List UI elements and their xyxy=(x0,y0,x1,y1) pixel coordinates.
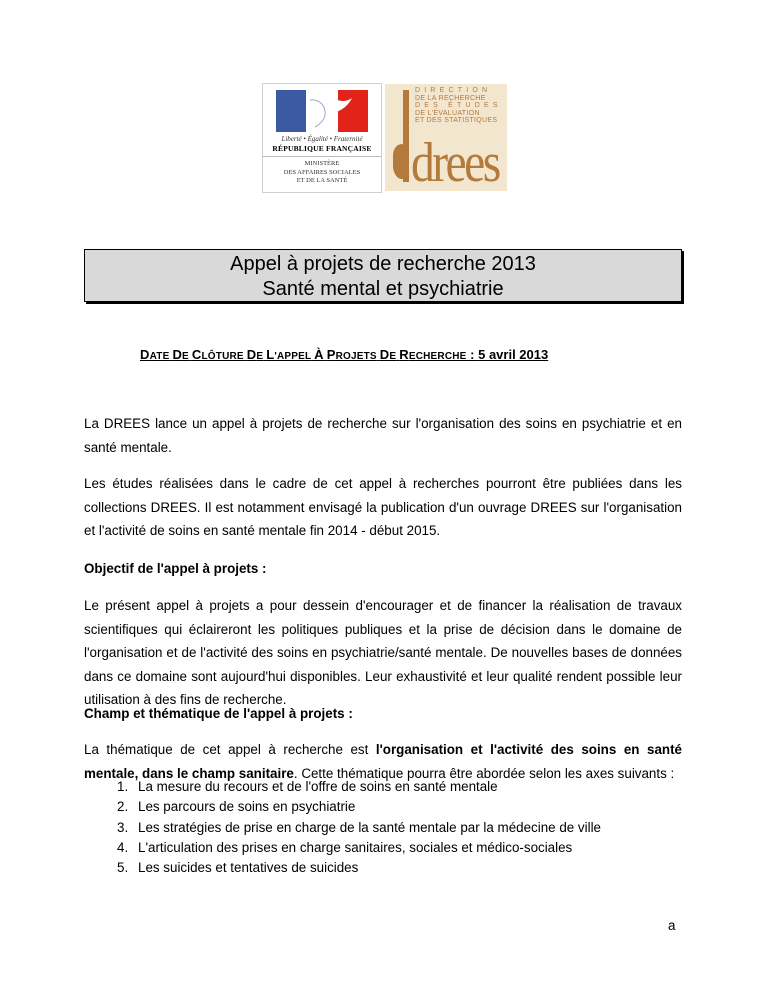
closing-date-value: 5 avril 2013 xyxy=(478,347,549,362)
closing-date-label: DATE DE CLÔTURE DE L'APPEL À PROJETS DE RECHERCHE xyxy=(140,347,467,362)
title-box xyxy=(84,249,682,302)
drees-wordmark: drees xyxy=(411,132,499,194)
drees-logo xyxy=(385,84,507,194)
list-item-number: 4. xyxy=(117,839,129,855)
list-item-number: 1. xyxy=(117,779,129,794)
list-item-number: 5. xyxy=(117,860,129,876)
title-line-2: Santé mental et psychiatrie xyxy=(262,278,504,300)
drees-header xyxy=(415,87,505,125)
marianne-flag-icon xyxy=(276,90,368,132)
scope-text-bold: l'organisation et l'activité des soins en santé mentale, dans le champ sanitaire xyxy=(84,742,682,781)
objective-heading: Objectif de l'appel à projets : xyxy=(84,561,267,576)
list-item-text: Les stratégies de prise en charge de la santé mentale par la médecine de ville xyxy=(138,819,601,835)
drees-stroke-icon xyxy=(389,86,413,186)
drees-header-line: DE L'ÉVALUATION xyxy=(415,109,480,117)
list-item-text: La mesure du recours et de l'offre de soins en santé mentale xyxy=(138,779,498,794)
title-line-1: Appel à projets de recherche 2013 xyxy=(230,253,536,275)
closing-date-line xyxy=(140,347,548,362)
list-item xyxy=(117,818,677,838)
ministere-logo xyxy=(262,83,382,193)
objective-paragraph: Le présent appel à projets a pour dessein d'encourager et de financer la réalisation de travaux scientifiques qui éclaireront les politiques publiques et la prise de décision dans le domaine de l'organisation et de l'activité des soins en psychiatrie/santé mentale. De nouvelles bases de données dans ce domaine sont aujourd'hui disponibles. Leur exhaustivité et leur qualité rendent possible leur utilisation à des fins de recherche. xyxy=(84,598,682,707)
list-item xyxy=(117,777,677,797)
closing-separator: : xyxy=(466,347,479,362)
axes-list xyxy=(117,777,677,878)
intro-paragraph: La DREES lance un appel à projets de recherche sur l'organisation des soins en psychiatrie et en santé mentale. xyxy=(84,416,682,455)
drees-header-line: ET DES STATISTIQUES xyxy=(415,117,498,125)
list-item-number: 2. xyxy=(117,799,129,815)
drees-header-line: DE LA RECHERCHE xyxy=(415,94,486,102)
logo-ministry-name: MINISTÈRE DES AFFAIRES SOCIALES ET DE LA SANTÉ xyxy=(283,160,361,184)
publication-paragraph: Les études réalisées dans le cadre de cet appel à recherches pourront être publiées dans les collections DREES. Il est notamment envisagé la publication d'un ouvrage DREES sur l'organisation et l'activité de soins en santé mentale fin 2014 - début 2015. xyxy=(84,476,682,538)
list-item-text: L'articulation des prises en charge sanitaires, sociales et médico-sociales xyxy=(138,839,573,855)
list-item xyxy=(117,838,677,858)
scope-text-end: . Cette thématique pourra être abordée selon les axes suivants : xyxy=(293,765,675,781)
drees-header-line: DES ÉTUDES xyxy=(415,102,502,110)
drees-header-line: DIRECTION xyxy=(415,87,492,94)
scope-text-start: La thématique de cet appel à recherche est xyxy=(84,742,376,757)
logo-motto: Liberté • Égalité • Fraternité xyxy=(281,135,363,143)
list-item xyxy=(117,858,677,878)
logo-divider xyxy=(263,156,381,157)
logo-republique: RÉPUBLIQUE FRANÇAISE xyxy=(272,144,372,153)
list-item-number: 3. xyxy=(117,819,129,835)
list-item-text: Les suicides et tentatives de suicides xyxy=(138,860,359,876)
list-item xyxy=(117,797,677,817)
list-item-text: Les parcours de soins en psychiatrie xyxy=(138,799,356,815)
scope-heading: Champ et thématique de l'appel à projets : xyxy=(84,706,353,721)
page-number: a xyxy=(668,918,676,933)
